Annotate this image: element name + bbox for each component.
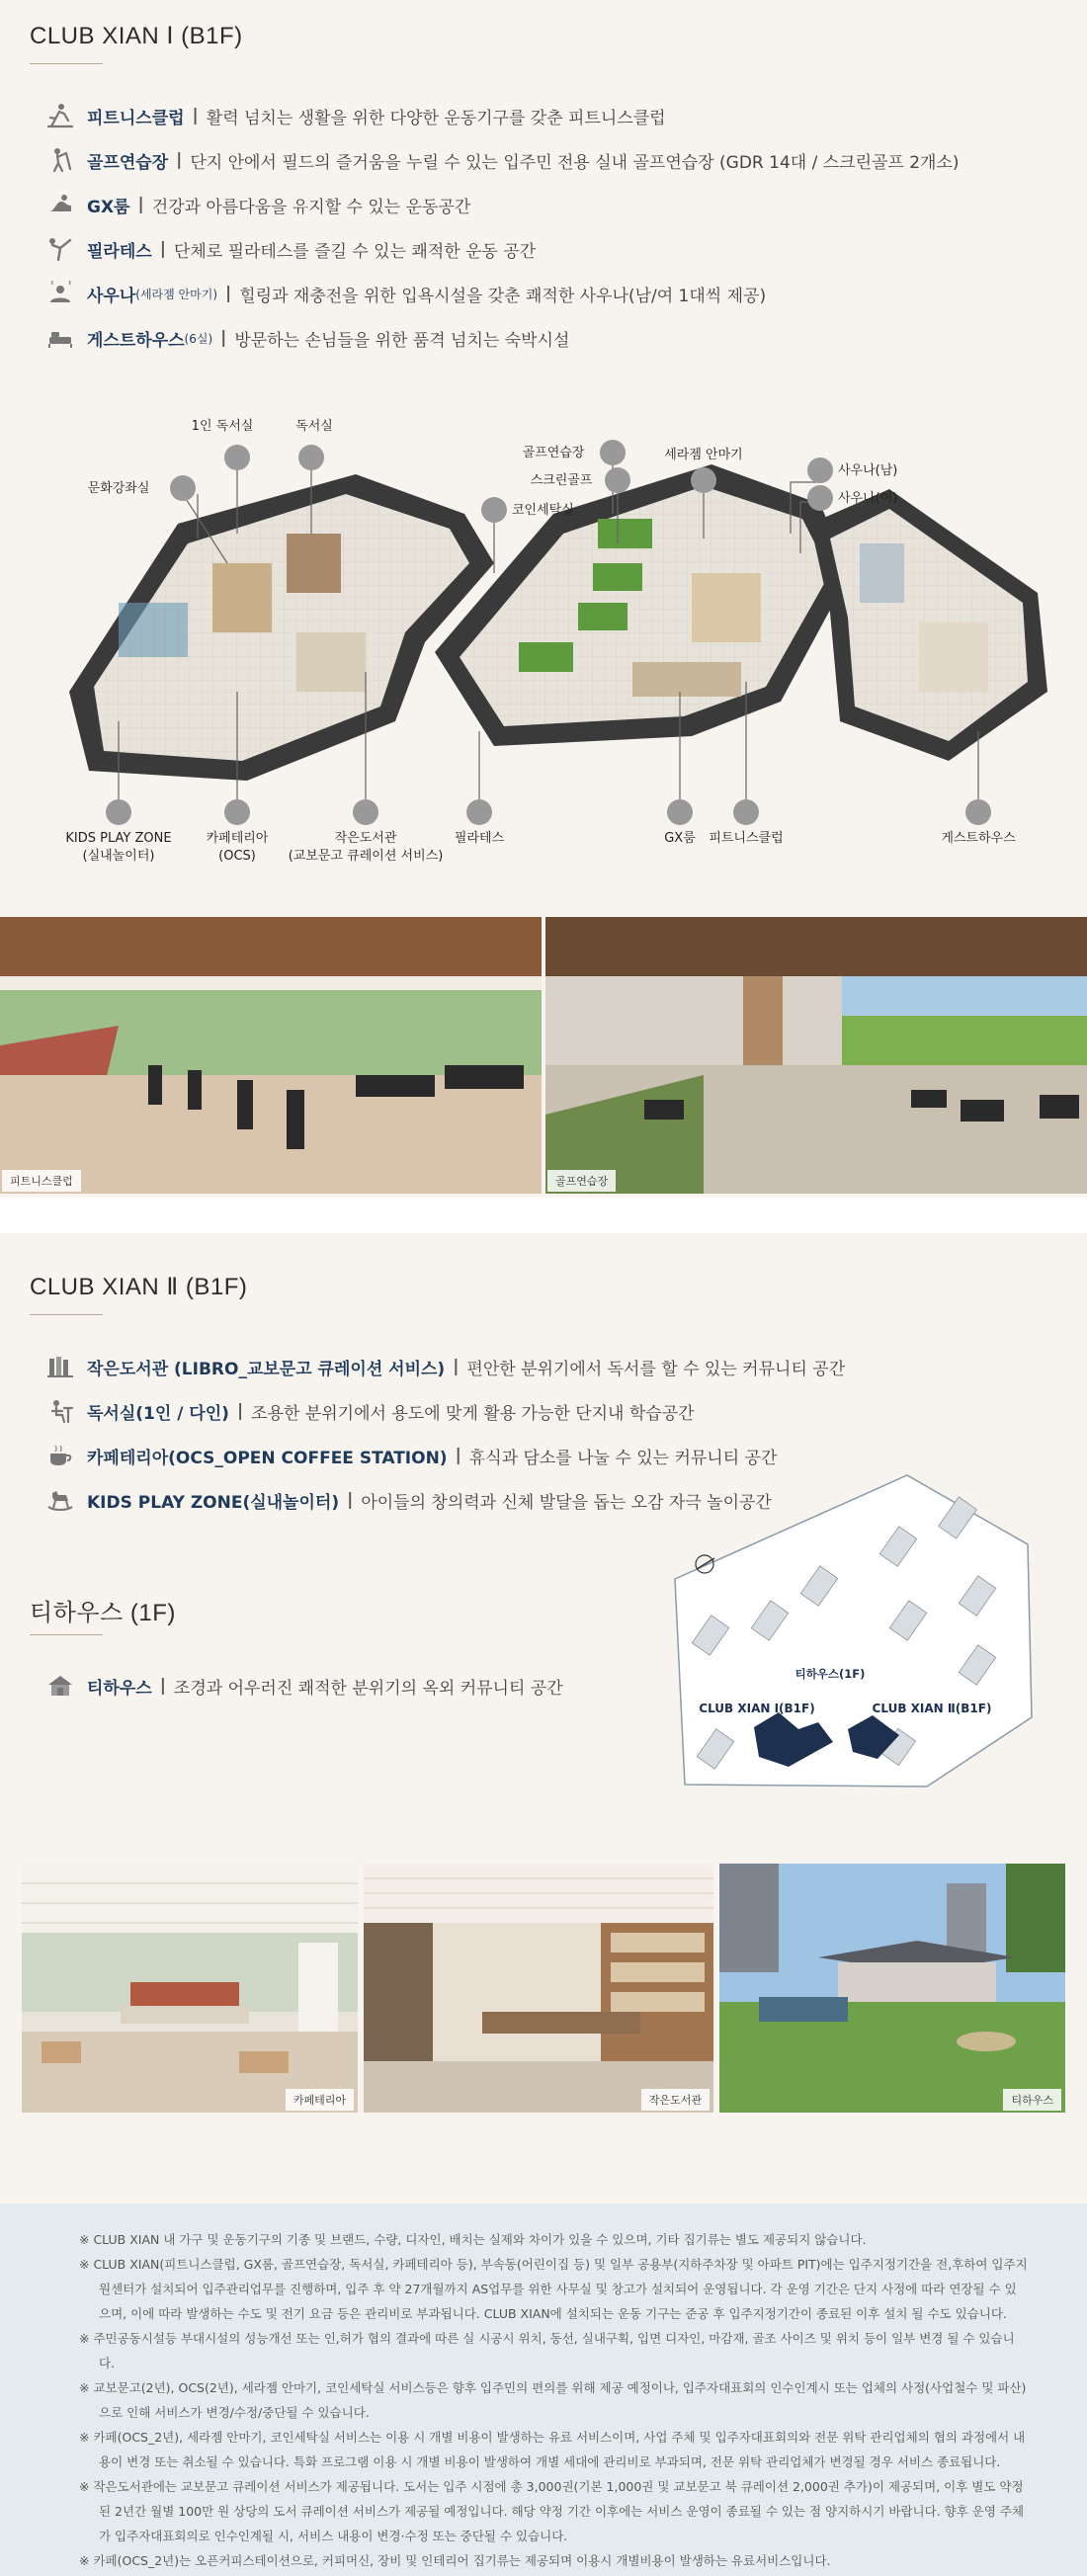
plan-golf-green-1 [598,519,652,548]
label-culture: 문화강좌실 [87,481,150,496]
section1-title: CLUB XIAN Ⅰ (B1F) [30,23,243,49]
feature-row [45,190,470,219]
feature-separator: | [220,328,227,348]
label-kids-1: KIDS PLAY ZONE [65,831,172,846]
library-icon-marker [353,799,378,825]
feature-row [45,1441,777,1470]
plan-guesthouse-area [919,623,988,692]
feature-name: 티하우스 [87,1678,152,1699]
plan-golf-green-2 [593,563,642,591]
section1-rule [30,63,103,64]
feature-sub: (6실) [184,331,213,346]
label-cafe-2: (OCS) [218,849,256,864]
notice-item: ※ 작은도서관에는 교보문고 큐레이션 서비스가 제공됩니다. 도서는 입주 시점에 총 3,000권(기본 1,000권 및 교보문고 북 큐레이션 2,000권 추가)이 제공되며, 이후 별도 약정된 2년간 월별 100만 원 상당의 도서 큐레이션 서비스가 제공될 예정입니다. 해당 약정 기간 이후에는 서비스 운영이 종료될 수 있는 점 양지하시기 바랍니다. 향후 운영 주체가 입주자대표회의로 인수인계될 시, 서비스 내용이 변경·수정 또는 중단될 수 있습니다. [79,2479,1025,2543]
culture-icon [170,475,196,501]
sauna-female-icon [807,485,833,511]
label-gx: GX룸 [664,831,696,846]
feature-name: KIDS PLAY ZONE(실내놀이터) [87,1492,340,1513]
feature-name: 작은도서관 (LIBRO_교보문고 큐레이션 서비스) [87,1359,446,1379]
label-study: 독서실 [295,419,333,434]
photo-fitness-caption: 피트니스클럽 [2,1170,81,1192]
notice-box [0,2203,1087,2576]
coffee-icon [45,1442,75,1469]
notice-item: ※ 카페(OCS_2년)는 오픈커피스테이션으로, 커피머신, 장비 및 인테리어 집기류는 제공되며 이용시 개별비용이 발생하는 유료서비스입니다. [79,2553,831,2568]
feature-row [45,1352,845,1381]
feature-row [45,279,766,308]
feature-separator: | [236,1401,244,1421]
site-label-club2: CLUB XIAN Ⅱ(B1F) [872,1702,992,1715]
cafe-icon-marker [224,799,250,825]
rocking-horse-icon [45,1486,75,1514]
study-icon-marker [298,445,324,470]
feature-desc: 힐링과 재충전을 위한 입욕시설을 갖춘 쾌적한 사우나(남/여 1대씩 제공) [239,286,767,306]
site-label-club1: CLUB XIAN Ⅰ(B1F) [699,1702,815,1715]
photo-golf [545,917,1087,1194]
single-study-icon [224,445,250,470]
feature-separator: | [455,1446,461,1465]
section2-title: CLUB XIAN Ⅱ (B1F) [30,1274,248,1300]
section-divider-1 [0,1198,1087,1233]
plan-golf-green-4 [519,642,573,672]
feature-name: 게스트하우스 [87,330,185,351]
label-golf: 골프연습장 [522,446,585,460]
pilates-icon-marker [466,799,492,825]
label-library-1: 작은도서관 [334,831,397,846]
feature-desc: 아이들의 창의력과 신체 발달을 돕는 오감 자극 놀이공간 [361,1492,772,1513]
kids-icon-marker [106,799,131,825]
plan-gx-area [692,573,761,642]
label-cafe-1: 카페테리아 [206,831,269,846]
feature-name: 피트니스클럽 [87,108,185,128]
guesthouse-icon-marker [965,799,991,825]
feature-name: 필라테스 [87,241,152,262]
screen-golf-icon [605,467,630,493]
ceragem-icon [691,467,716,493]
label-screen-golf: 스크린골프 [530,473,593,488]
feature-separator: | [347,1490,354,1510]
photo-golf-caption: 골프연습장 [547,1170,616,1192]
photo-cafe [22,1864,358,2113]
teahouse-icon [45,1672,75,1700]
plan-fitness-area [632,662,741,697]
feature-name: 카페테리아(OCS_OPEN COFFEE STATION) [87,1448,448,1468]
notice-item: ※ 카페(OCS_2년), 세라젬 안마기, 코인세탁실 서비스는 이용 시 개별 비용이 발생하는 유료 서비스이며, 사업 주체 및 입주자대표회의와 전문 위탁 관리업체의 협의 과정에서 내용이 변경 또는 취소될 수 있습니다. 특화 프로그램 이용 시 개별 비용이 발생하여 개별 세대에 관리비로 부과되며, 전문 위탁 관리업체가 변경될 경우 서비스 종료됩니다. [79,2430,1026,2469]
feature-desc: 편안한 분위기에서 독서를 할 수 있는 커뮤니티 공간 [466,1359,846,1379]
feature-name: 골프연습장 [87,152,169,173]
section3-rule [30,1634,103,1635]
pilates-icon [45,235,75,263]
feature-row [45,145,960,175]
photo-teahouse [719,1864,1065,2113]
fitness-icon [45,102,75,129]
floor-plan-drawing [0,395,1087,870]
notice-item: ※ CLUB XIAN 내 가구 및 운동기구의 기종 및 브랜드, 수량, 디자인, 배치는 실제와 차이가 있을 수 있으며, 기타 집기류는 별도 제공되지 않습니다. [79,2232,867,2247]
plan-study-area [287,534,341,593]
feature-desc: 활력 넘치는 생활을 위한 다양한 운동기구를 갖춘 피트니스클럽 [206,108,666,128]
guesthouse-icon [45,324,75,352]
label-sauna-f: 사우나(여) [838,491,898,506]
feature-name: GX룸 [87,197,130,217]
golf-icon [45,146,75,174]
feature-desc: 건강과 아름다움을 유지할 수 있는 운동공간 [151,197,471,217]
fitness-icon-marker [733,799,759,825]
photo-library-caption: 작은도서관 [641,2089,710,2111]
site-map [670,1470,1036,1788]
label-library-2: (교보문고 큐레이션 서비스) [288,849,444,864]
floor-plan [0,395,1087,870]
sauna-male-icon [807,457,833,483]
feature-row [45,1485,772,1515]
plan-sauna-area [860,543,904,603]
coin-laundry-icon [481,497,507,523]
gx-icon [45,191,75,218]
section2-rule [30,1314,103,1315]
feature-row [45,101,666,130]
feature-desc: 단체로 필라테스를 즐길 수 있는 쾌적한 운동 공간 [173,241,537,262]
feature-name: 사우나 [87,286,136,306]
label-guesthouse: 게스트하우스 [941,831,1016,846]
notice-list [79,2227,1028,2573]
feature-sub: (세라젬 안마기) [135,287,218,301]
feature-row [45,1396,695,1426]
feature-separator: | [159,1676,166,1696]
sauna-icon [45,280,75,307]
feature-row [45,323,569,353]
plan-golf-green-3 [578,603,627,630]
photo-fitness [0,917,542,1194]
plan-kids-area [119,603,188,657]
photo-teahouse-caption: 티하우스 [1003,2089,1061,2111]
section3-title: 티하우스 (1F) [30,1600,176,1626]
notice-item: ※ 교보문고(2년), OCS(2년), 세라젬 안마기, 코인세탁실 서비스등은 향후 입주민의 편의를 위해 제공 예정이나, 입주자대표회의 인수인계시 또는 업체의 사정(사업철수 및 파산)으로 인해 서비스가 변경/수정/중단될 수 있습니다. [79,2380,1027,2420]
site-label-teahouse: 티하우스(1F) [794,1667,866,1681]
label-pilates: 필라테스 [454,831,505,846]
feature-row [45,234,536,264]
notice-item: ※ 주민공동시설등 부대시설의 성능개선 또는 인,허가 협의 결과에 따른 실 시공시 위치, 동선, 실내구획, 입면 디자인, 마감재, 골조 사이즈 및 위치 등이 일부 변경 될 수 있습니다. [79,2331,1015,2370]
feature-desc: 단지 안에서 필드의 즐거움을 누릴 수 있는 입주민 전용 실내 골프연습장 (GDR 14대 / 스크린골프 2개소) [190,152,960,173]
feature-separator: | [137,195,144,214]
feature-desc: 방문하는 손님들을 위한 품격 넘치는 숙박시설 [234,330,570,351]
golf-icon-marker [600,440,626,465]
label-single-study: 1인 독서실 [191,419,254,434]
photo-library [364,1864,713,2113]
feature-row [45,1671,563,1701]
library-icon [45,1353,75,1380]
feature-separator: | [176,150,183,170]
label-fitness: 피트니스클럽 [709,831,784,846]
plan-cafe-area [296,632,366,692]
feature-separator: | [453,1357,460,1376]
feature-desc: 조용한 분위기에서 용도에 맞게 활용 가능한 단지내 학습공간 [251,1403,695,1424]
label-ceragem: 세라젬 안마기 [664,448,743,462]
feature-name: 독서실(1인 / 다인) [87,1403,229,1424]
gx-icon-marker [667,799,693,825]
notice-item: ※ CLUB XIAN(피트니스클럽, GX룸, 골프연습장, 독서실, 카페테리아 등), 부속동(어린이집 등) 및 일부 공용부(지하주차장 및 아파트 PIT)에는 입주지정기간을 전,후하여 입주지원센터가 설치되어 입주관리업무를 진행하며, 입주 후 약 27개월까지 AS업무를 위한 사무실 및 창고가 설치되어 운영됩니다. 각 운영 기간은 단지 사정에 따라 연장될 수 있으며, 이에 따라 발생하는 수도 및 전기 요금 등은 관리비로 부과됩니다. CLUB XIAN에 설치되는 운동 기구는 준공 후 입주지정기간이 종료된 이후 설치 될 수도 있습니다. [79,2257,1028,2321]
feature-desc: 휴식과 담소를 나눌 수 있는 커뮤니티 공간 [468,1448,778,1468]
photo-cafe-caption: 카페테리아 [286,2089,354,2111]
feature-desc: 조경과 어우러진 쾌적한 분위기의 옥외 커뮤니티 공간 [173,1678,563,1699]
label-sauna-m: 사우나(남) [838,463,898,478]
feature-separator: | [225,284,232,303]
label-coin-laundry: 코인세탁실 [512,503,574,518]
feature-separator: | [192,106,199,125]
label-kids-2: (실내놀이터) [82,849,155,864]
feature-separator: | [159,239,166,259]
plan-library-area [212,563,272,632]
study-icon [45,1397,75,1425]
